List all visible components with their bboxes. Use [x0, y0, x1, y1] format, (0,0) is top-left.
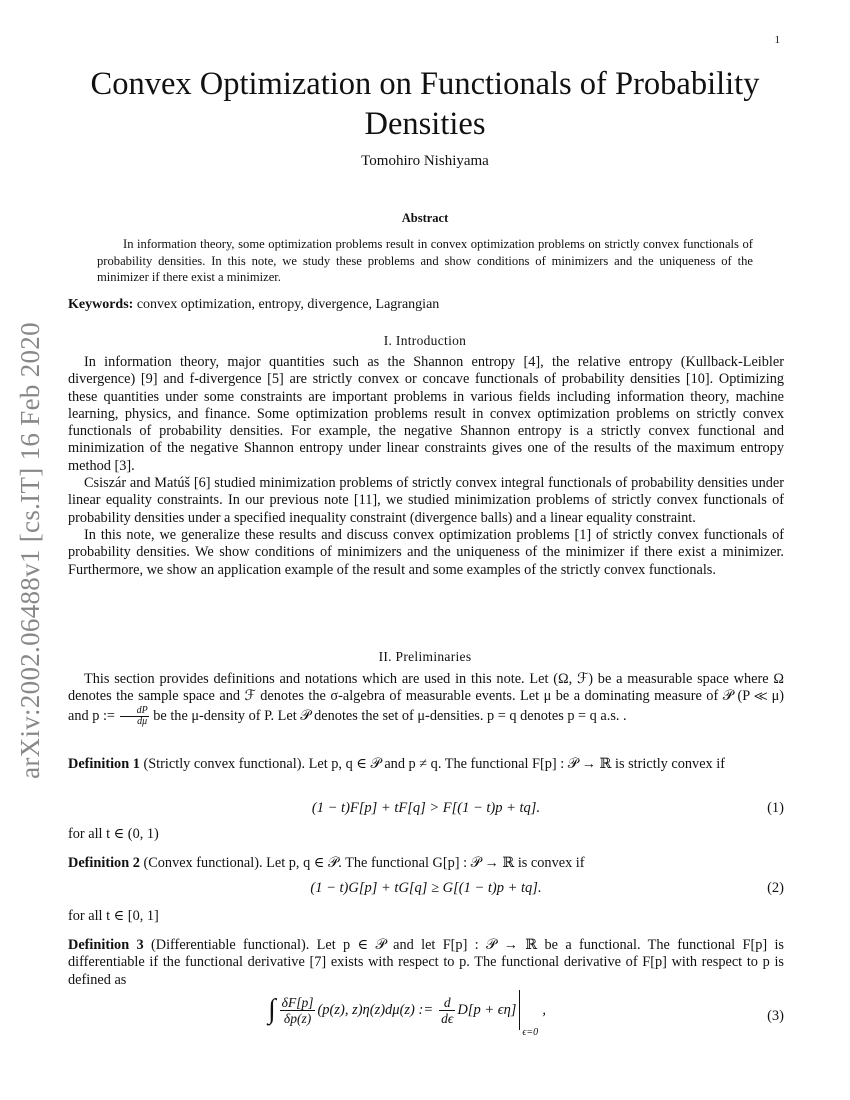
equation-1-number: (1)	[767, 800, 784, 816]
preliminaries-body	[68, 671, 784, 727]
definition-1-after: for all t ∈ (0, 1)	[68, 826, 159, 842]
functional-derivative-num: δF[p]	[281, 994, 314, 1010]
keywords-label: Keywords:	[68, 297, 134, 312]
section-heading-preliminaries: II. Preliminaries	[378, 649, 472, 664]
functional-derivative-fraction	[280, 995, 316, 1026]
definition-3	[68, 937, 784, 989]
integral-sign: ∫	[268, 994, 276, 1025]
definition-3-statement	[68, 937, 784, 989]
definition-2-statement	[68, 855, 784, 872]
density-fraction-num: dP	[120, 706, 149, 717]
definition-1-text: Let p, q ∈ 𝒫 and p ≠ q. The functional F[p] : 𝒫 → ℝ is strictly convex if	[308, 756, 725, 772]
definition-1-statement	[68, 756, 784, 773]
derivative-fraction	[439, 995, 455, 1026]
equation-2-body: (1 − t)G[p] + tG[q] ≥ G[(1 − t)p + tq].	[310, 880, 542, 896]
equation-3-comma: ,	[542, 1001, 547, 1018]
density-fraction-den: dμ	[137, 715, 148, 727]
intro-paragraph-2: Csiszár and Matúš [6] studied minimization problems of strictly convex integral functionals of probability densities under linear equality constraints. In our previous note [11], we studied minimization problems of strictly convex functionals of probability densities under a specified inequality constraint (divergence balls) and a linear equality constraint.	[68, 475, 784, 526]
definition-3-text: Let p ∈ 𝒫 and let F[p] : 𝒫 → ℝ be a functional. The functional F[p] is differentiable if the functional derivative [7] exists with respect to p. The functional derivative of F[p] with respect to p is defined as	[68, 937, 784, 988]
evaluation-bar	[519, 990, 539, 1038]
equation-1	[68, 800, 784, 822]
equation-1-body: (1 − t)F[p] + tF[q] > F[(1 − t)p + tq].	[311, 800, 541, 816]
author: Tomohiro Nishiyama	[361, 153, 489, 169]
prelim-text-b: be the μ-density of P. Let 𝒫 denotes the set of μ-densities. p = q denotes p = q a.s. .	[153, 707, 627, 724]
definition-1-label: Definition 1	[68, 756, 140, 772]
equation-3-body	[268, 990, 547, 1038]
section-heading-introduction: I. Introduction	[383, 333, 467, 348]
definition-2-after: for all t ∈ [0, 1]	[68, 908, 159, 924]
definition-2-label: Definition 2	[68, 855, 140, 871]
definition-2-text: Let p, q ∈ 𝒫. The functional G[p] : 𝒫 → ℝ is convex if	[266, 855, 585, 871]
definition-2	[68, 855, 784, 872]
derivative-den: dϵ	[441, 1010, 454, 1026]
evaluation-subscript: ϵ=0	[522, 1027, 539, 1038]
equation-3-number: (3)	[767, 1008, 784, 1024]
keywords	[68, 297, 783, 313]
introduction-body	[68, 354, 784, 579]
page-number: 1	[774, 34, 780, 46]
abstract-heading: Abstract	[401, 211, 449, 225]
definition-3-label: Definition 3	[68, 937, 144, 953]
abstract-text: In information theory, some optimization problems result in convex optimization problems on strictly convex functionals of probability densities. In this note, we study these problems and show conditions of minimizers and the uniqueness of the minimizer if there exist a minimizer.	[97, 237, 753, 284]
prelim-paragraph-1	[68, 671, 784, 727]
equation-2-number: (2)	[767, 880, 784, 896]
equation-3-middle: (p(z), z)η(z)dμ(z) :=	[317, 1001, 434, 1018]
title-line-2: Densities	[364, 106, 486, 142]
functional-derivative-den: δp(z)	[283, 1010, 312, 1026]
definition-2-name: (Convex functional).	[143, 855, 263, 871]
title-line-1: Convex Optimization on Functionals of Probability	[90, 66, 760, 102]
density-fraction	[120, 706, 149, 727]
keywords-text: convex optimization, entropy, divergence, Lagrangian	[136, 297, 440, 312]
definition-3-name: (Differentiable functional).	[151, 937, 310, 953]
equation-2	[68, 880, 784, 902]
paper-title	[60, 64, 790, 144]
prelim-text-a: This section provides definitions and notations which are used in this note. Let (Ω, ℱ) be a measurable space where Ω denotes the sample space and ℱ denotes the σ-algebra of measurable events. Let μ be a dominating measure of 𝒫 (P ≪ μ) and p :=	[68, 671, 784, 724]
definition-1	[68, 756, 784, 773]
definition-1-name: (Strictly convex functional).	[143, 756, 306, 772]
arxiv-stamp	[10, 300, 50, 800]
intro-paragraph-3: In this note, we generalize these results and discuss convex optimization problems [1] of strictly convex functionals of probability densities. We show conditions of minimizers and the uniqueness of the minimizer if there exist a minimizer. Furthermore, we show an application example of the result and some examples of the strictly convex functionals.	[68, 526, 784, 578]
arxiv-id: arXiv:2002.06488v1 [cs.IT] 16 Feb 2020	[14, 321, 45, 779]
derivative-num: d	[439, 995, 455, 1011]
equation-3-rhs: D[p + ϵη]	[457, 1001, 517, 1018]
intro-paragraph-1: In information theory, major quantities such as the Shannon entropy [4], the relative entropy (Kullback-Leibler divergence) [9] and f-divergence [5] are strictly convex or concave functionals of probability densities [10]. Optimizing these quantities under some constraints are important problems in various fields including information theory, machine learning, physics, and finance. Some optimization problems result in convex optimization problems on strictly convex functionals of probability densities. For example, the negative Shannon entropy is a strictly convex functional and minimization of the negative Shannon entropy under linear constraints gives one of the results of the maximum entropy method [3].	[68, 354, 784, 474]
equation-3	[68, 990, 784, 1040]
